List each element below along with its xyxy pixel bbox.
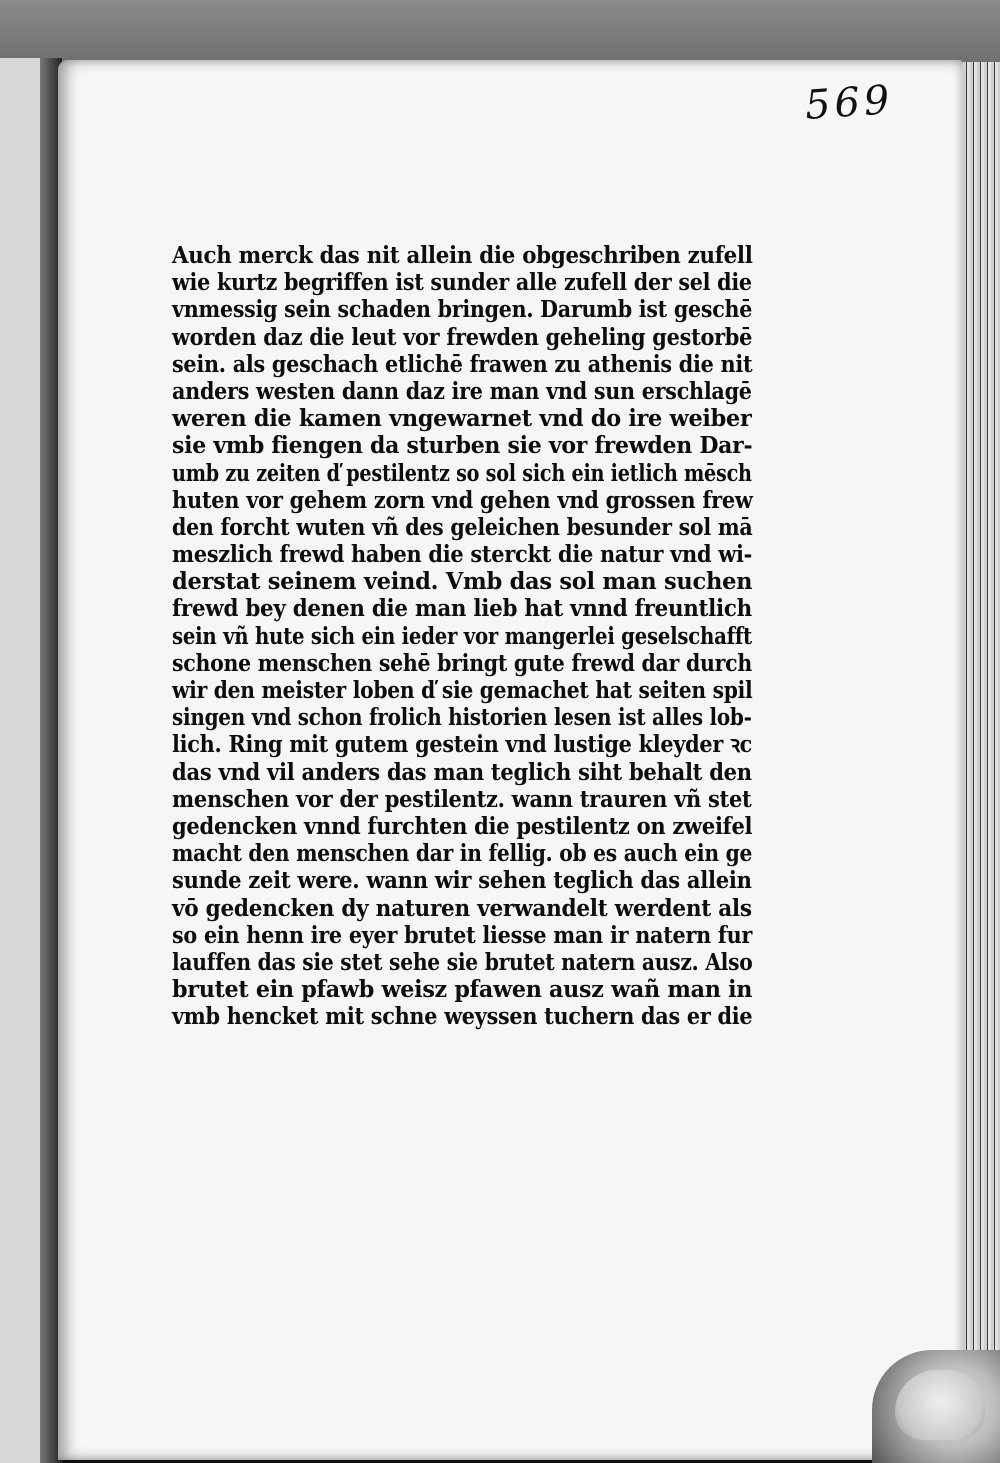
text-line: worden daz die leut vor frewden geheling gestorbē [172,322,753,351]
text-line: brutet ein pfawb weisz pfawen ausz wañ man in [172,975,753,1004]
text-line: den forcht wuten vñ des geleichen besunder sol mā [172,512,753,541]
text-line: sunde zeit were. wann wir sehen teglich das allein [172,866,752,895]
text-line: anders westen dann daz ire man vnd sun erschlagē [172,376,752,405]
folio-number: 569 [803,76,895,130]
text-line: wir den meister loben ď sie gemachet hat seiten spil [172,676,753,704]
text-line: meszlich frewd haben die sterckt die natur vnd wi- [172,540,753,569]
text-line: sein vñ hute sich ein ieder vor mangerlei geselschafft [172,621,752,650]
text-line: umb zu zeiten ď pestilentz so sol sich ein ietlich mēsch [172,458,752,487]
text-line: weren die kamen vngewarnet vnd do ire weiber [172,404,752,433]
text-line: das vnd vil anders das man teglich siht behalt den [172,757,752,786]
text-line: lauffen das sie stet sehe sie brutet natern ausz. Also [172,947,753,976]
text-line: huten vor gehem zorn vnd gehen vnd grossen frew [172,485,753,514]
text-line: vō gedencken dy naturen verwandelt werdent als [172,893,752,922]
text-line: macht den menschen dar in fellig. ob es auch ein ge [172,839,753,868]
page-stack-edge [963,62,1000,1463]
text-line: so ein henn ire eyer brutet liesse man ir natern fur [172,920,753,949]
text-line: gedencken vnnd furchten die pestilentz on zweifel [172,811,753,840]
text-line: frewd bey denen die man lieb hat vnnd freuntlich [172,594,752,623]
text-line: sie vmb fiengen da sturben sie vor frewden Dar- [172,431,753,460]
text-line: vnmessig sein schaden bringen. Darumb ist geschē [172,295,753,324]
thumbnail-highlight [895,1370,985,1440]
text-line: wie kurtz begriffen ist sunder alle zufell der sel die [172,268,752,297]
text-line: lich. Ring mit gutem gestein vnd lustige kleyder ꝛc [172,730,753,759]
text-line: singen vnd schon frolich historien lesen ist alles lob- [172,703,752,732]
text-block [172,242,752,1030]
text-line: derstat seinem veind. Vmb das sol man suchen [172,567,753,596]
text-line: sein. als geschach etlichē frawen zu athenis die nit [172,349,753,378]
text-line: menschen vor der pestilentz. wann trauren vñ stet [172,784,752,813]
text-line: Auch merck das nit allein die obgeschriben zufell [172,241,753,269]
text-line: schone menschen sehē bringt gute frewd dar durch [172,648,752,677]
text-line: vmb hencket mit schne weyssen tuchern das er die [172,1002,753,1031]
